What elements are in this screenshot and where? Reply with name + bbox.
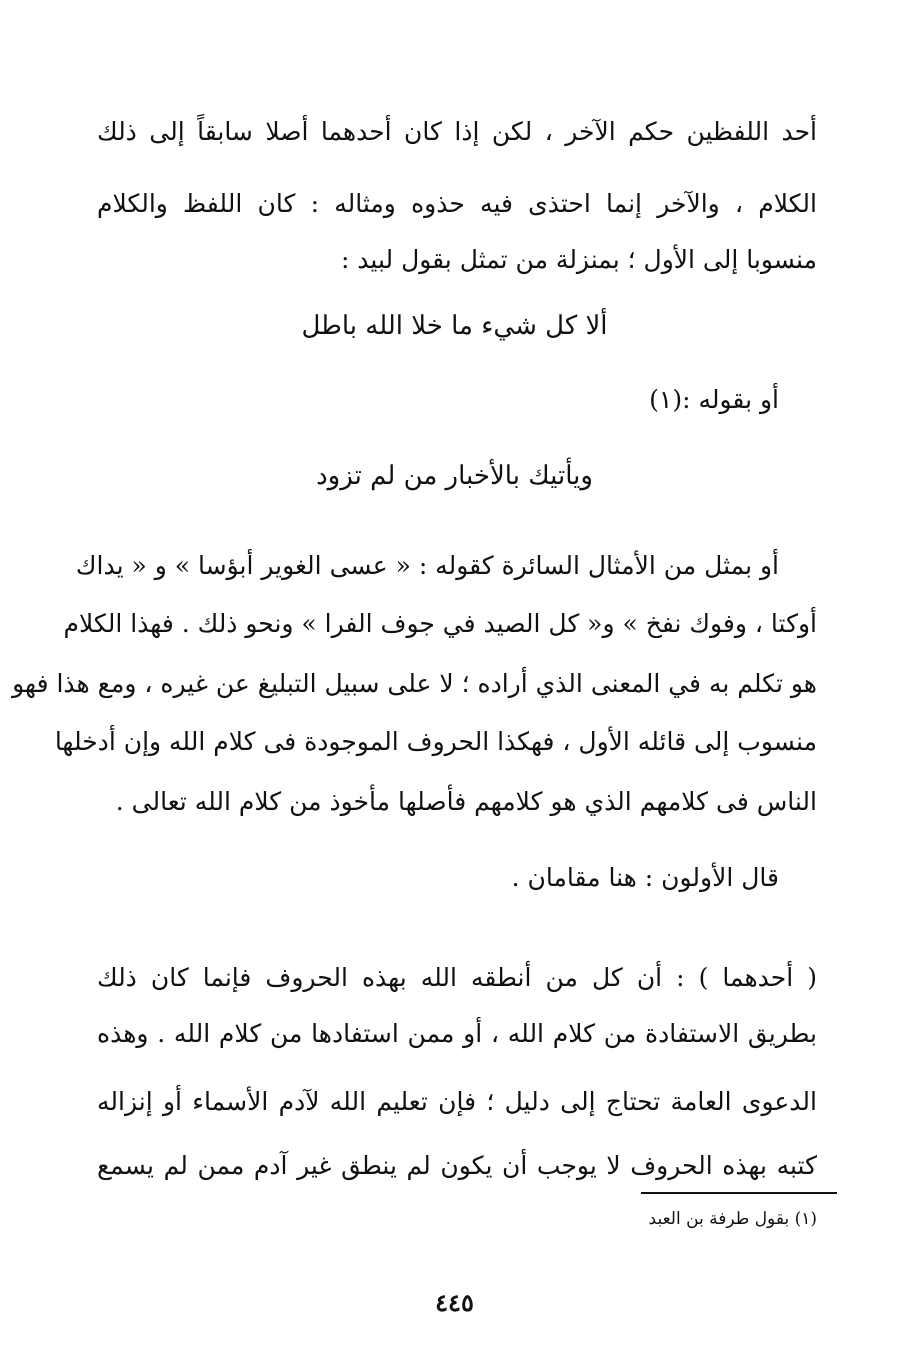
verse-2: ويأتيك بالأخبار من لم تزود (316, 461, 593, 491)
paragraph-1-line-3: منسوبا إلى الأول ؛ بمنزلة من تمثل بقول لبيد : (340, 245, 817, 274)
paragraph-4-line-4: كتبه بهذه الحروف لا يوجب أن يكون لم ينطق غير آدم ممن لم يسمع (97, 1151, 817, 1180)
paragraph-2-line-3: هو تكلم به في المعنى الذي أراده ؛ لا على سبيل التبليغ عن غيره ، ومع هذا فهو (12, 669, 817, 698)
paragraph-4-line-3: الدعوى العامة تحتاج إلى دليل ؛ فإن تعليم الله لآدم الأسماء أو إنزاله (97, 1087, 817, 1116)
paragraph-2-line-4: منسوب إلى قائله الأول ، فهكذا الحروف الموجودة فى كلام الله وإن أدخلها (54, 727, 817, 756)
paragraph-2-line-2: أوكتا ، وفوك نفخ » و« كل الصيد في جوف الفرا » ونحو ذلك . فهذا الكلام (63, 609, 817, 638)
footnote: (١) بقول طرفة بن العبد (648, 1209, 817, 1229)
paragraph-2-line-5: الناس فى كلامهم الذي هو كلامهم فأصلها مأخوذ من كلام الله تعالى . (115, 787, 817, 816)
page-number: ٤٤٥ (435, 1288, 474, 1317)
verse-2-intro: أو بقوله :(١) (649, 385, 779, 414)
verse-1: ألا كل شيء ما خلا الله باطل (301, 311, 608, 341)
paragraph-3: قال الأولون : هنا مقامان . (511, 863, 779, 892)
footnote-divider (641, 1192, 837, 1194)
paragraph-2-line-1: أو بمثل من الأمثال السائرة كقوله : « عسى الغوير أبؤسا » و « يداك (75, 551, 779, 580)
paragraph-1-line-1: أحد اللفظين حكم الآخر ، لكن إذا كان أحدهما أصلا سابقاً إلى ذلك (97, 117, 817, 146)
paragraph-4-line-1: ( أحدهما ) : أن كل من أنطقه الله بهذه الحروف فإنما كان ذلك (97, 963, 817, 992)
paragraph-4-line-2: بطريق الاستفادة من كلام الله ، أو ممن استفادها من كلام الله . وهذه (97, 1019, 817, 1048)
paragraph-1-line-2: الكلام ، والآخر إنما احتذى فيه حذوه ومثاله : كان اللفظ والكلام (97, 189, 817, 218)
